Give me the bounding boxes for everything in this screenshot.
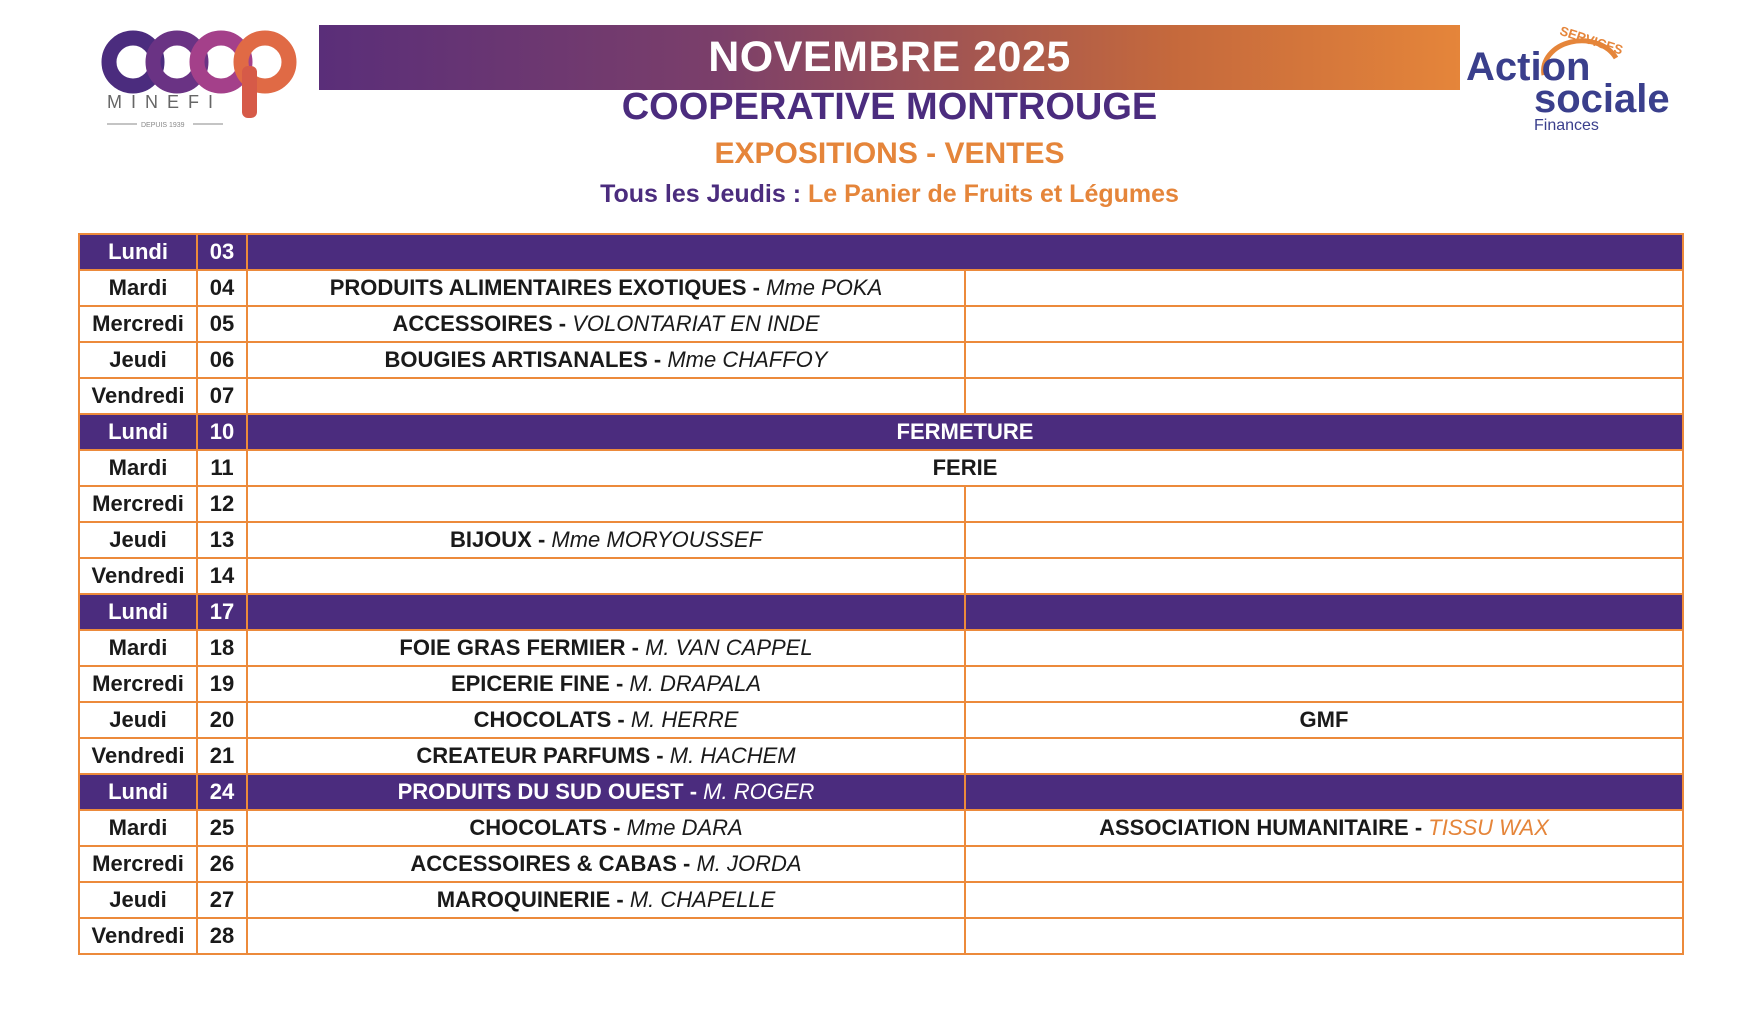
table-row	[79, 810, 1683, 846]
date-cell: 12	[197, 486, 247, 522]
event-cell	[247, 522, 965, 558]
table-row	[79, 342, 1683, 378]
day-cell: Mardi	[79, 450, 197, 486]
event-cell-right	[965, 630, 1683, 666]
event-cell	[247, 738, 965, 774]
table-row	[79, 882, 1683, 918]
day-cell: Jeudi	[79, 342, 197, 378]
date-cell: 26	[197, 846, 247, 882]
thursday-note	[319, 180, 1460, 209]
event-title: CHOCOLATS -	[469, 815, 627, 840]
date-cell: 14	[197, 558, 247, 594]
event-cell	[247, 558, 965, 594]
day-cell: Lundi	[79, 414, 197, 450]
day-cell: Mardi	[79, 630, 197, 666]
minefi-text: MINEFI	[107, 92, 222, 112]
event-cell-right	[965, 486, 1683, 522]
event-title: BOUGIES ARTISANALES -	[384, 347, 668, 372]
event-cell-right	[965, 270, 1683, 306]
day-cell: Lundi	[79, 774, 197, 810]
event-cell-right	[965, 882, 1683, 918]
event-cell-right	[965, 306, 1683, 342]
event-title: FOIE GRAS FERMIER -	[399, 635, 646, 660]
expositions-subtitle: EXPOSITIONS - VENTES	[714, 137, 1065, 170]
event-vendor: M. CHAPELLE	[629, 887, 776, 912]
thursday-text: Le Panier de Fruits et Légumes	[808, 180, 1179, 208]
table-row	[79, 522, 1683, 558]
event-cell-right	[965, 594, 1683, 630]
event-cell-right	[965, 774, 1683, 810]
table-row	[79, 450, 1683, 486]
table-row	[79, 918, 1683, 954]
table-row	[79, 558, 1683, 594]
event-cell-right	[965, 378, 1683, 414]
schedule-table	[78, 233, 1684, 955]
table-row	[79, 270, 1683, 306]
event-cell	[247, 918, 965, 954]
day-cell: Vendredi	[79, 378, 197, 414]
event-title: ACCESSOIRES & CABAS -	[410, 851, 697, 876]
table-row	[79, 702, 1683, 738]
date-cell: 17	[197, 594, 247, 630]
day-cell: Jeudi	[79, 882, 197, 918]
event-title: BIJOUX -	[449, 527, 552, 552]
holiday-cell: FERIE	[247, 450, 1683, 486]
table-row	[79, 630, 1683, 666]
event-cell-right	[965, 342, 1683, 378]
event-vendor: M. JORDA	[696, 851, 802, 876]
event-vendor: TISSU WAX	[1428, 815, 1549, 840]
event-vendor: M. DRAPALA	[629, 671, 762, 696]
day-cell: Lundi	[79, 594, 197, 630]
event-cell	[247, 882, 965, 918]
action-sociale-logo	[1466, 20, 1696, 135]
event-cell-right	[965, 810, 1683, 846]
event-cell	[247, 234, 1683, 270]
date-cell: 04	[197, 270, 247, 306]
date-cell: 06	[197, 342, 247, 378]
finances-text: Finances	[1534, 117, 1599, 134]
action-text: Action	[1466, 45, 1591, 89]
event-cell-right	[965, 738, 1683, 774]
day-cell: Jeudi	[79, 702, 197, 738]
event-title: MAROQUINERIE -	[436, 887, 630, 912]
event-cell	[247, 774, 965, 810]
table-row	[79, 846, 1683, 882]
services-text: SERVICES	[1557, 23, 1625, 58]
event-cell-right	[965, 558, 1683, 594]
event-title: EPICERIE FINE -	[450, 671, 630, 696]
date-cell: 28	[197, 918, 247, 954]
event-cell	[247, 594, 965, 630]
event-cell	[247, 342, 965, 378]
day-cell: Mercredi	[79, 306, 197, 342]
coop-minefi-logo	[95, 30, 310, 130]
event-cell-right	[965, 846, 1683, 882]
date-cell: 11	[197, 450, 247, 486]
event-cell	[247, 270, 965, 306]
event-cell	[247, 702, 965, 738]
event-vendor: M. ROGER	[703, 779, 815, 804]
event-cell	[247, 846, 965, 882]
event-cell	[247, 378, 965, 414]
date-cell: 07	[197, 378, 247, 414]
event-cell	[247, 486, 965, 522]
table-row	[79, 414, 1683, 450]
table-row	[79, 234, 1683, 270]
day-cell: Jeudi	[79, 522, 197, 558]
event-vendor: M. HERRE	[630, 707, 739, 732]
date-cell: 18	[197, 630, 247, 666]
date-cell: 24	[197, 774, 247, 810]
event-vendor: Mme DARA	[626, 815, 743, 840]
event-cell-right	[965, 918, 1683, 954]
event-cell	[247, 630, 965, 666]
date-cell: 10	[197, 414, 247, 450]
event-cell-right: GMF	[965, 702, 1683, 738]
day-cell: Mercredi	[79, 666, 197, 702]
event-vendor: Mme CHAFFOY	[667, 347, 828, 372]
table-row	[79, 486, 1683, 522]
month-banner: NOVEMBRE 2025	[319, 25, 1460, 90]
closure-cell: FERMETURE	[247, 414, 1683, 450]
day-cell: Mercredi	[79, 486, 197, 522]
event-title: PRODUITS ALIMENTAIRES EXOTIQUES -	[329, 275, 767, 300]
event-title: CREATEUR PARFUMS -	[416, 743, 670, 768]
sociale-text: sociale	[1534, 77, 1670, 121]
event-cell-right	[965, 666, 1683, 702]
since-text: DEPUIS 1939	[141, 122, 185, 129]
event-vendor: VOLONTARIAT EN INDE	[572, 311, 820, 336]
thursday-prefix: Tous les Jeudis :	[600, 180, 808, 208]
table-row	[79, 594, 1683, 630]
date-cell: 05	[197, 306, 247, 342]
event-title: ASSOCIATION HUMANITAIRE -	[1099, 815, 1429, 840]
date-cell: 03	[197, 234, 247, 270]
day-cell: Mardi	[79, 810, 197, 846]
event-cell	[247, 306, 965, 342]
date-cell: 13	[197, 522, 247, 558]
date-cell: 27	[197, 882, 247, 918]
event-title: ACCESSOIRES -	[392, 311, 573, 336]
table-row	[79, 306, 1683, 342]
table-row	[79, 666, 1683, 702]
day-cell: Vendredi	[79, 558, 197, 594]
event-title: PRODUITS DU SUD OUEST -	[397, 779, 704, 804]
table-row	[79, 774, 1683, 810]
day-cell: Vendredi	[79, 738, 197, 774]
day-cell: Mercredi	[79, 846, 197, 882]
event-cell-right	[965, 522, 1683, 558]
event-cell	[247, 666, 965, 702]
event-title: CHOCOLATS -	[473, 707, 631, 732]
date-cell: 25	[197, 810, 247, 846]
table-row	[79, 378, 1683, 414]
event-cell	[247, 810, 965, 846]
date-cell: 19	[197, 666, 247, 702]
date-cell: 20	[197, 702, 247, 738]
day-cell: Vendredi	[79, 918, 197, 954]
event-vendor: Mme MORYOUSSEF	[551, 527, 763, 552]
event-vendor: Mme POKA	[766, 275, 883, 300]
table-row	[79, 738, 1683, 774]
event-vendor: M. HACHEM	[669, 743, 796, 768]
event-vendor: M. VAN CAPPEL	[645, 635, 813, 660]
day-cell: Lundi	[79, 234, 197, 270]
coop-title: COOPERATIVE MONTROUGE	[621, 86, 1158, 128]
day-cell: Mardi	[79, 270, 197, 306]
date-cell: 21	[197, 738, 247, 774]
